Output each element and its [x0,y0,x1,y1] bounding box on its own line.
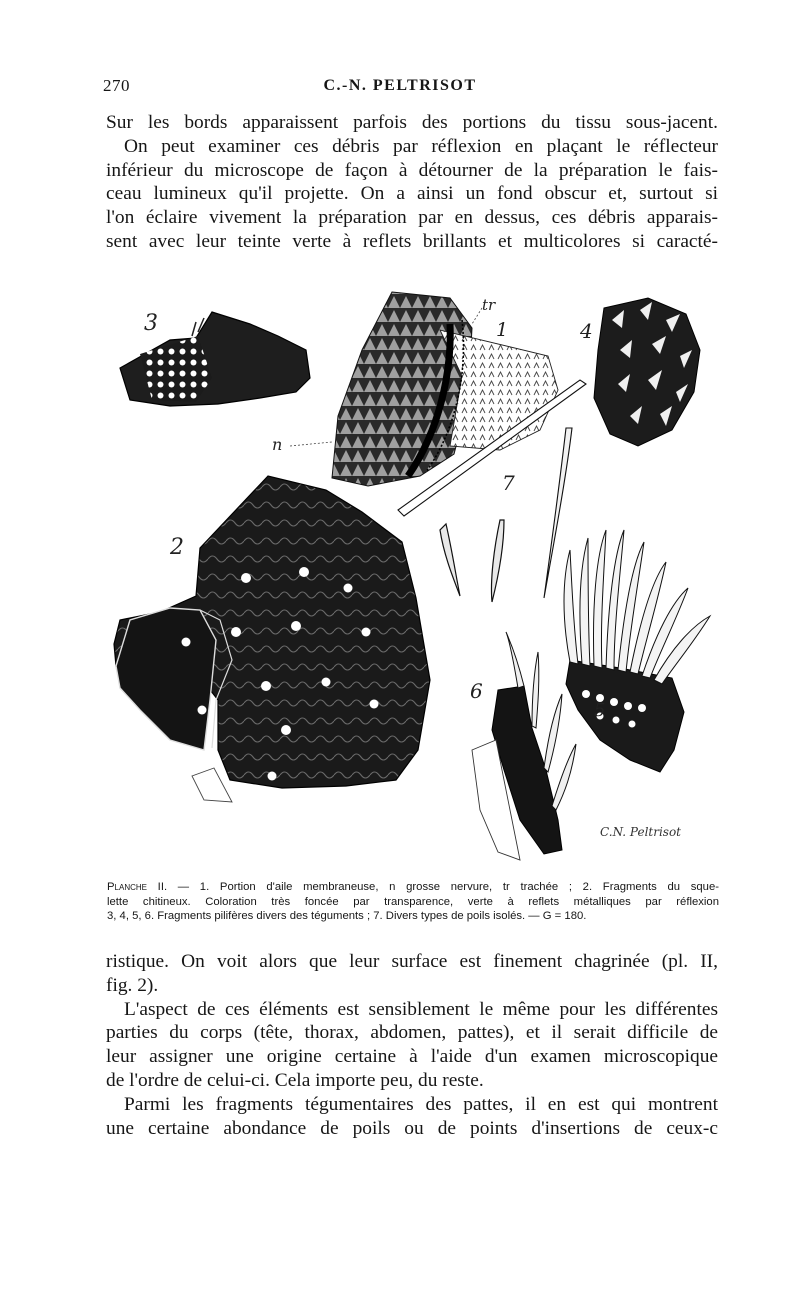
paragraph [106,998,718,1093]
paragraph-continued [106,950,718,998]
figure-label-4: 4 [580,319,593,343]
text-line: fig. 2). [106,974,159,996]
figure-label-5: 5 [594,700,606,721]
text-line: ceau lumineux qu'il projette. On a ainsi un fond obscur et, surtout si [106,183,718,205]
running-title: C.-N. PELTRISOT [323,77,477,94]
text-line: inférieur du microscope de façon à détourner de la préparation le fais- [106,159,718,181]
figure-label-2: 2 [170,535,184,560]
figure-6-hair-fragment [472,632,576,860]
text-line: parties du corps (tête, thorax, abdomen, pattes), et il serait difficile de [106,1022,718,1044]
text-block-top [106,111,718,254]
caption-plate-label: Planche II. [107,881,168,893]
text-line: On peut examiner ces débris par réflexion en plaçant le réflecteur [124,135,718,157]
text-line: Parmi les fragments tégumentaires des pattes, il en est qui montrent [124,1093,718,1115]
figure-label-n: n [272,435,283,454]
text-block-bottom [106,950,718,1140]
text-line: leur assigner une origine certaine à l'aide d'un examen microscopique [106,1046,718,1068]
text-line: de l'ordre de celui-ci. Cela importe peu, du reste. [106,1069,484,1091]
illustrator-signature: C.N. Peltrisot [600,825,682,839]
page-number: 270 [103,76,130,95]
text-line: L'aspect de ces éléments est sensiblement le même pour les différentes [124,998,718,1020]
figure-label-7: 7 [502,471,515,495]
paragraph-continued [106,111,718,254]
caption-text: — 1. Portion d'aile membraneuse, n grosse nervure, tr trachée ; 2. Fragments du sque- [167,881,719,893]
text-line: Sur les bords apparaissent parfois des portions du tissu sous-jacent. [106,112,718,133]
figure-label-3: 3 [144,311,158,336]
figure-5-hair-fragment [564,530,710,772]
figure-4-spiny-fragment [594,298,700,446]
caption-line: 3, 4, 5, 6. Fragments pilifères divers des téguments ; 7. Divers types de poils isolés. — G = 180. [107,910,587,922]
text-line: une certaine abondance de poils ou de points d'insertions de ceux-c [106,1117,718,1139]
caption-line [107,880,719,895]
figure-label-6: 6 [470,679,483,703]
figure-label-tr: tr [482,296,496,314]
paragraph [106,1093,718,1141]
plate-caption [107,880,719,924]
text-line: sent avec leur teinte verte à reflets brillants et multicolores si caracté- [106,230,718,252]
figure-label-1: 1 [496,319,509,341]
plate-illustration [100,280,730,880]
figure-1-wing-fragment [290,292,558,486]
figure-2-chitin-fragment [114,476,430,802]
caption-line: lette chitineux. Coloration très foncée par transparence, verte à reflets métalliques par réflexion [107,895,719,908]
running-head [0,76,800,100]
text-line: ristique. On voit alors que leur surface est finement chagrinée (pl. II, [106,951,718,972]
text-line: l'on éclaire vivement la préparation par en dessus, ces débris apparais- [106,207,718,229]
